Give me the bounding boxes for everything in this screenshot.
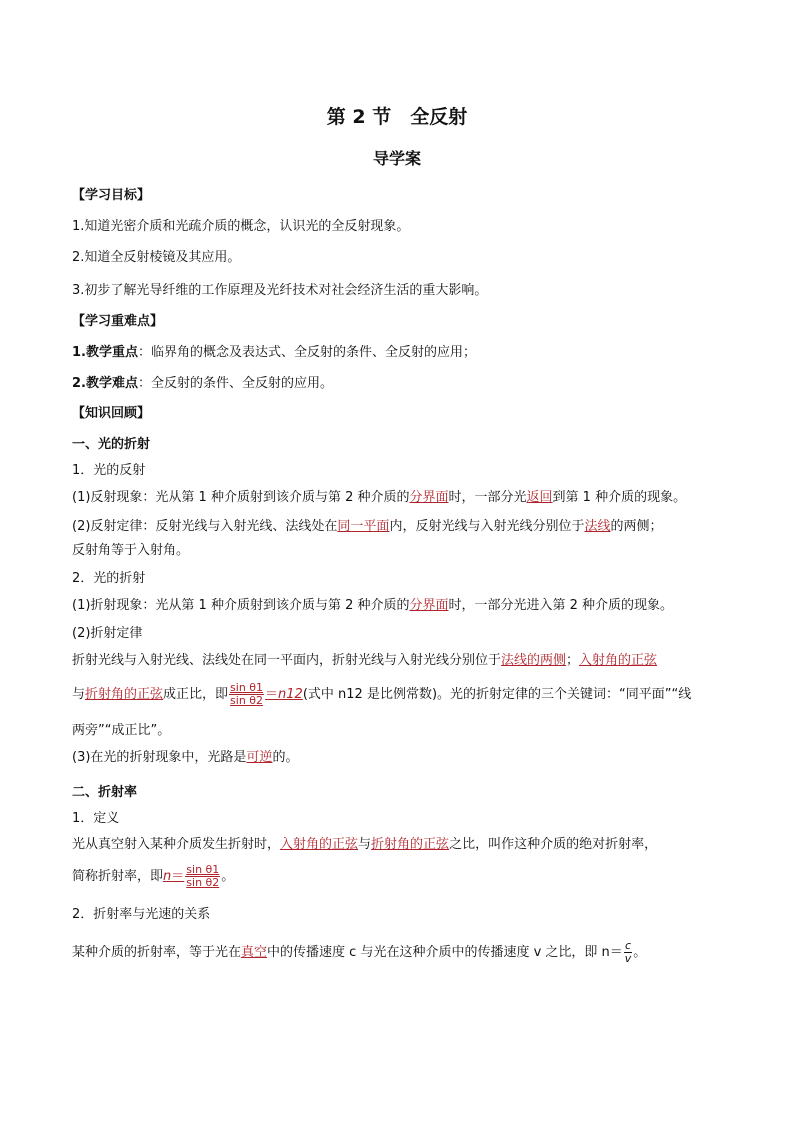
paragraph: [72, 597, 673, 615]
answer: ＝: [265, 687, 279, 702]
answer: n12: [278, 687, 303, 702]
review-heading: 【知识回顾】: [72, 406, 151, 421]
text: 。: [221, 869, 235, 884]
answer: 折射角的正弦: [85, 687, 164, 702]
subsection-heading: 1．光的反射: [72, 463, 146, 478]
speed-ratio-fraction: $\frac{c}{v}$: [624, 939, 632, 965]
text: (1)反射现象：光从第 1 种介质射到该介质与第 2 种介质的: [72, 490, 410, 505]
paragraph: [72, 836, 657, 854]
text: 之比，叫作这种介质的绝对折射率，: [449, 837, 658, 852]
text: 的两侧；: [610, 519, 663, 534]
paragraph: [72, 489, 686, 507]
answer: 同一平面: [337, 519, 390, 534]
text: ；: [566, 653, 580, 668]
text: 折射光线与入射光线、法线处在同一平面内，折射光线与入射光线分别位于: [72, 653, 502, 668]
page-subtitle: 导学案: [372, 149, 421, 168]
text: (2)反射定律：反射光线与入射光线、法线处在: [72, 519, 338, 534]
sine-ratio-fraction: $\frac{\text{sin θ1}}{\text{sin θ2}}$: [230, 681, 264, 707]
section-heading: 二、折射率: [72, 785, 138, 800]
goal-item: 3.初步了解光导纤维的工作原理及光纤技术对社会经济生活的重大影响。: [72, 283, 488, 298]
key-text: ：临界角的概念及表达式、全反射的条件、全反射的应用；: [137, 345, 476, 360]
subsection-heading: 1．定义: [72, 811, 120, 826]
goal-item: 2.知道全反射棱镜及其应用。: [72, 250, 241, 265]
answer: 入射角的正弦: [280, 837, 359, 852]
paragraph: [72, 652, 657, 670]
text: 光从真空射入某种介质发生折射时，: [72, 837, 281, 852]
paragraph: [72, 682, 691, 707]
subsection-heading: 2．光的折射: [72, 571, 146, 586]
text: 的。: [272, 750, 299, 765]
difficult-point: [72, 375, 333, 393]
paragraph: 反射角等于入射角。: [72, 543, 190, 558]
keys-heading: 【学习重难点】: [72, 314, 164, 329]
page-title: 第 2 节 全反射: [326, 106, 468, 128]
section-heading: 一、光的折射: [72, 437, 151, 452]
difficult-text: ：全反射的条件、全反射的应用。: [137, 376, 333, 391]
answer: ＝: [171, 869, 185, 884]
paragraph: [72, 749, 298, 767]
goal-item: 1.知道光密介质和光疏介质的概念，认识光的全反射现象。: [72, 219, 410, 234]
text: 与: [358, 837, 372, 852]
text: 时，一部分光: [448, 490, 527, 505]
answer: 分界面: [409, 490, 449, 505]
text: (式中 n12 是比例常数)。光的折射定律的三个关键词：“同平面”“线: [302, 687, 692, 702]
text: 与: [72, 687, 86, 702]
answer: 法线的两侧: [501, 653, 567, 668]
answer: 分界面: [409, 598, 449, 613]
answer: 入射角的正弦: [579, 653, 658, 668]
paragraph: [72, 864, 234, 889]
text: (3)在光的折射现象中，光路是: [72, 750, 247, 765]
refractive-index-fraction: $\frac{\text{sin θ1}}{\text{sin θ2}}$: [186, 863, 220, 889]
answer: 真空: [241, 945, 268, 960]
difficult-label: 2.教学难点: [72, 376, 138, 391]
answer: 返回: [526, 490, 553, 505]
text: 成正比，即: [163, 687, 229, 702]
answer: 折射角的正弦: [371, 837, 450, 852]
answer: 法线: [584, 519, 611, 534]
text: (1)折射现象：光从第 1 种介质射到该介质与第 2 种介质的: [72, 598, 410, 613]
text: 某种介质的折射率，等于光在: [72, 945, 242, 960]
paragraph: (2)折射定律: [72, 626, 143, 641]
key-label: 1.教学重点: [72, 345, 138, 360]
paragraph: [72, 940, 646, 965]
goals-heading: 【学习目标】: [72, 188, 151, 203]
answer: 可逆: [246, 750, 273, 765]
text: 时，一部分光进入第 2 种介质的现象。: [448, 598, 674, 613]
text: 到第 1 种介质的现象。: [552, 490, 687, 505]
paragraph: 两旁”“成正比”。: [72, 723, 171, 738]
text: 简称折射率，即: [72, 869, 164, 884]
text: 。: [633, 945, 647, 960]
text: 内，反射光线与入射光线分别位于: [389, 519, 585, 534]
subsection-heading: 2．折射率与光速的关系: [72, 907, 211, 922]
text: 中的传播速度 c 与光在这种介质中的传播速度 v 之比，即 n＝: [267, 945, 623, 960]
paragraph: [72, 518, 662, 536]
key-point: [72, 344, 476, 362]
answer: n: [163, 869, 172, 884]
